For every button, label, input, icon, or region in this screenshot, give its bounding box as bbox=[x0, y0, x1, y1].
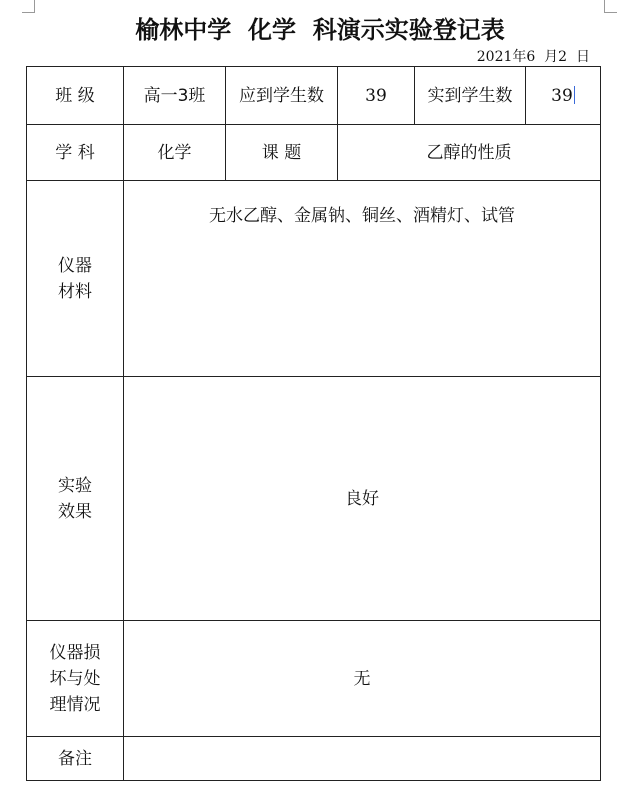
expected-students-label: 应到学生数 bbox=[226, 67, 338, 125]
equipment-value: 无水乙醇、金属钠、铜丝、酒精灯、试管 bbox=[209, 206, 515, 226]
table-row-class-info bbox=[27, 67, 601, 125]
table-row-remarks bbox=[27, 737, 601, 781]
table-row-equipment bbox=[27, 181, 601, 377]
class-value: 高一3班 bbox=[143, 85, 206, 106]
equipment-label: 仪器 材料 bbox=[27, 181, 124, 377]
actual-students-value: 39 bbox=[551, 85, 573, 106]
damage-value: 无 bbox=[353, 668, 371, 689]
form-title: 榆林中学 化学 科演示实验登记表 bbox=[135, 16, 505, 44]
text-cursor bbox=[574, 86, 575, 104]
result-value: 良好 bbox=[345, 488, 379, 509]
table-row-damage bbox=[27, 621, 601, 737]
result-label: 实验 效果 bbox=[27, 377, 124, 621]
result-value-cell[interactable] bbox=[124, 377, 601, 621]
topic-label: 课 题 bbox=[226, 125, 338, 181]
actual-students-cell[interactable] bbox=[526, 67, 601, 125]
actual-students-label: 实到学生数 bbox=[415, 67, 526, 125]
subject-label: 学 科 bbox=[27, 125, 124, 181]
topic-value: 乙醇的性质 bbox=[426, 142, 512, 163]
remarks-label: 备注 bbox=[27, 737, 124, 781]
expected-students-cell[interactable] bbox=[338, 67, 415, 125]
remarks-value-cell[interactable] bbox=[124, 737, 601, 781]
experiment-register-table bbox=[26, 66, 601, 781]
damage-label: 仪器损 坏与处 理情况 bbox=[27, 621, 124, 737]
topic-value-cell[interactable] bbox=[338, 125, 601, 181]
class-label: 班 级 bbox=[27, 67, 124, 125]
form-date[interactable]: 2021年6 月2 日 bbox=[476, 49, 590, 65]
table-row-subject bbox=[27, 125, 601, 181]
damage-value-cell[interactable] bbox=[124, 621, 601, 737]
subject-value: 化学 bbox=[157, 142, 192, 163]
expected-students-value: 39 bbox=[365, 85, 387, 106]
table-row-result bbox=[27, 377, 601, 621]
equipment-value-cell[interactable] bbox=[124, 181, 601, 377]
class-value-cell[interactable] bbox=[124, 67, 226, 125]
subject-value-cell[interactable] bbox=[124, 125, 226, 181]
